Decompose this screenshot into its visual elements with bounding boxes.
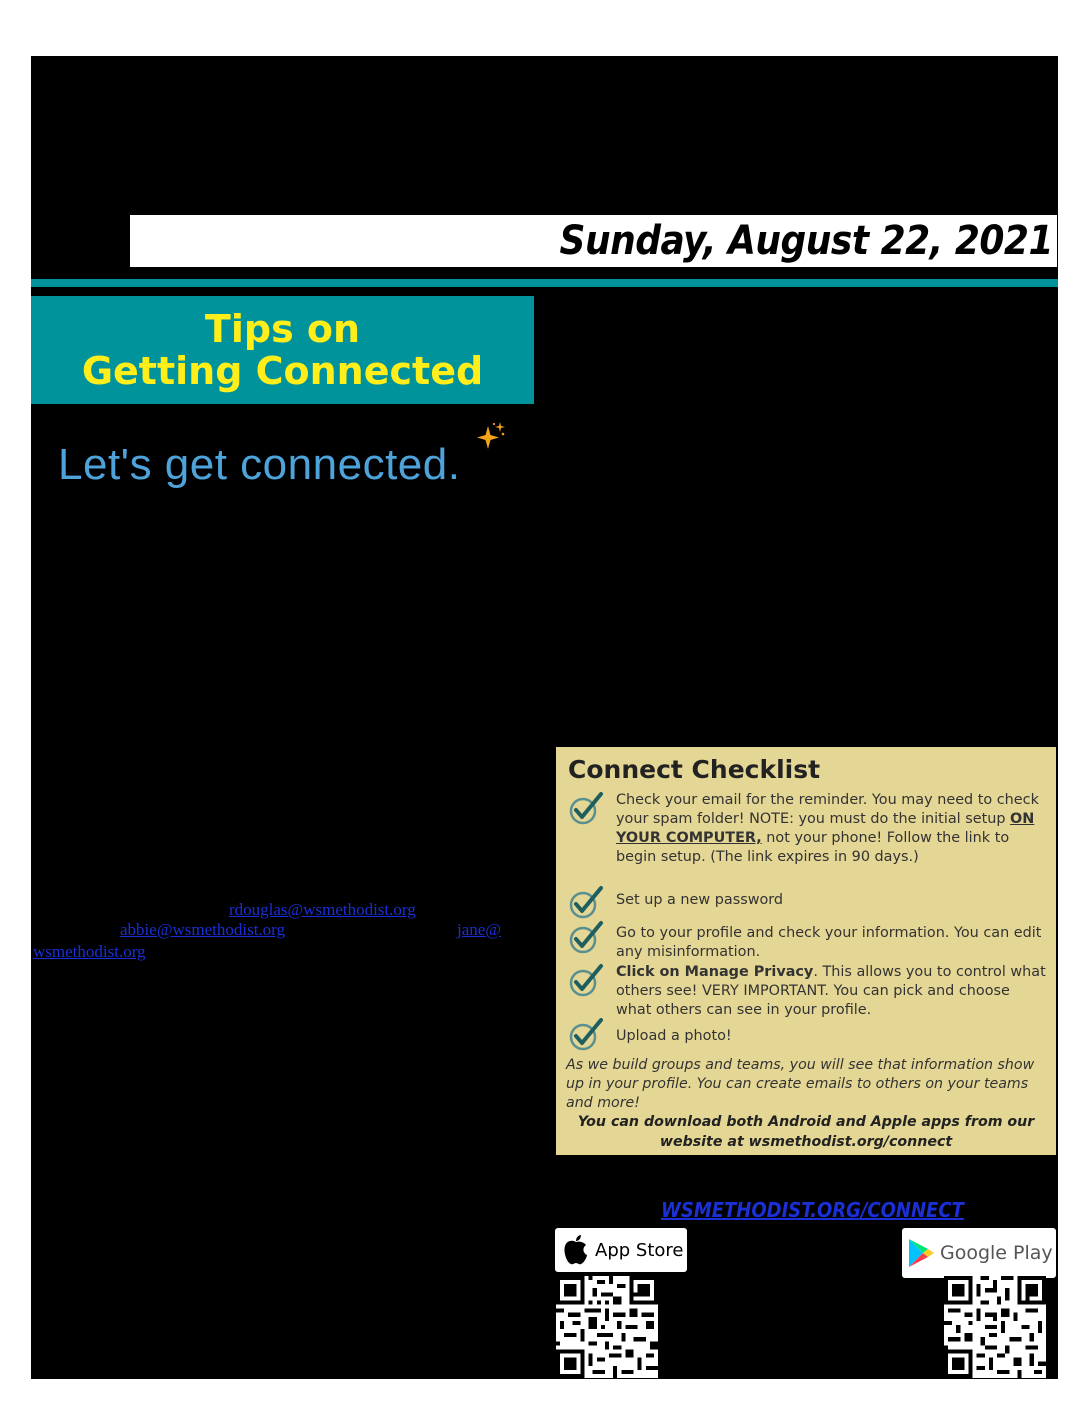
tips-heading-line-2: Getting Connected	[81, 349, 484, 393]
connect-checklist	[556, 747, 1056, 1155]
checklist-item-5-text: Upload a photo!	[616, 1028, 732, 1044]
app-store-badge[interactable]	[555, 1228, 687, 1272]
checkmark-icon	[568, 791, 604, 825]
checklist-item-2-text: Set up a new password	[616, 892, 784, 908]
checklist-item-1-text-end: not your phone! Follow the link to begin setup. (The link expires in 90 days.)	[616, 830, 1010, 865]
checkmark-icon	[568, 920, 604, 954]
google-play-icon	[906, 1237, 936, 1269]
apple-icon	[561, 1233, 591, 1267]
checkmark-icon	[568, 885, 604, 919]
tips-heading-line-1: Tips on	[204, 307, 361, 351]
checklist-item-4	[568, 963, 1046, 1020]
email-link-abbie[interactable]: abbie@wsmethodist.org	[120, 920, 286, 939]
checklist-item-3	[568, 920, 1046, 962]
checkmark-icon	[568, 963, 604, 997]
connect-page-link[interactable]: WSMETHODIST.ORG/CONNECT	[661, 1198, 964, 1222]
google-play-label: Google Play	[940, 1242, 1053, 1264]
app-store-label: App Store	[595, 1239, 684, 1261]
date-banner	[130, 215, 1057, 267]
tips-heading-box	[31, 296, 534, 404]
checklist-item-4-emphasis: Click on Manage Privacy	[616, 964, 814, 980]
checklist-item-1-emphasis: ON YOUR COMPUTER,	[616, 811, 1035, 846]
checklist-footer-note: As we build groups and teams, you will see that information show up in your profile. You can create emails to others on your teams and more!	[566, 1057, 1035, 1111]
google-play-qr-code[interactable]	[944, 1276, 1046, 1378]
checklist-item-5	[568, 1017, 1046, 1051]
checklist-item-2	[568, 885, 1046, 919]
checklist-item-1	[568, 791, 1046, 867]
checklist-item-4-text: . This allows you to control what others see! VERY IMPORTANT. You can pick and choose what others can see in your profile.	[616, 964, 1046, 1018]
service-date: Sunday, August 22, 2021	[559, 218, 1053, 264]
email-link-rdouglas[interactable]: rdouglas@wsmethodist.org	[229, 900, 416, 919]
sparkle-icon	[472, 420, 508, 456]
lets-get-connected-logo: Let's get connected.	[58, 440, 461, 489]
app-store-qr-code[interactable]	[556, 1276, 658, 1378]
checklist-item-3-text: Go to your profile and check your information. You can edit any misinformation.	[616, 925, 1042, 960]
checklist-download-note: You can download both Android and Apple apps from our website at wsmethodist.org/connect	[577, 1114, 1035, 1150]
checklist-title: Connect Checklist	[568, 755, 821, 784]
checklist-item-1-text: Check your email for the reminder. You may need to check your spam folder! NOTE: you must do the initial setup	[616, 792, 1039, 827]
teal-divider	[31, 279, 1058, 287]
email-link-jane-continued[interactable]: wsmethodist.org	[33, 942, 146, 961]
checkmark-icon	[568, 1017, 604, 1051]
email-link-jane[interactable]: jane@	[457, 920, 501, 939]
google-play-badge[interactable]	[902, 1228, 1056, 1278]
